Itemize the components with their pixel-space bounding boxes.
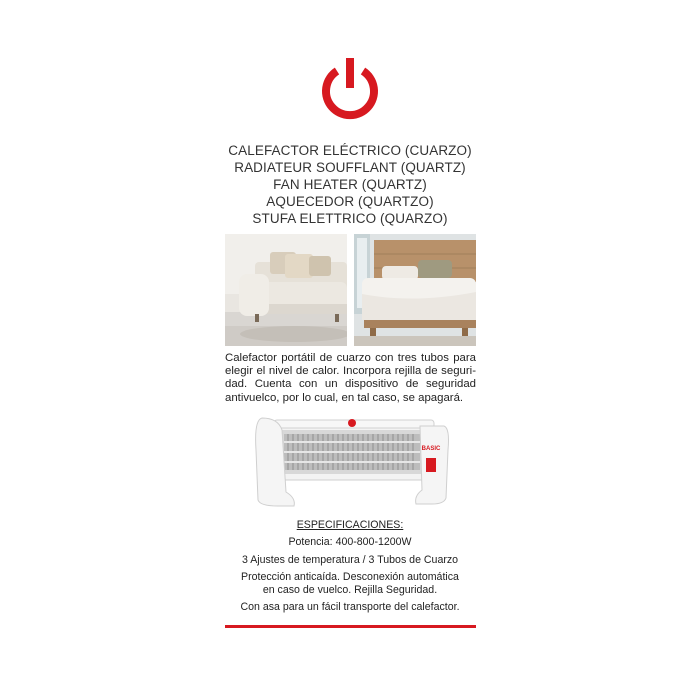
title-pt: AQUECEDOR (QUARTZO) [266, 194, 434, 209]
quartz-heater-image [248, 410, 453, 514]
heater-brand-label: BASIC [421, 446, 441, 452]
living-room-photo [225, 234, 347, 346]
description-line: elegir el nivel de calor. Incorpora rejilla de seguri- [225, 365, 476, 378]
spec-power: Potencia: 400-800-1200W [288, 536, 412, 548]
title-fr: RADIATEUR SOUFFLANT (QUARTZ) [234, 160, 466, 175]
title-es: CALEFACTOR ELÉCTRICO (CUARZO) [228, 143, 472, 158]
title-en: FAN HEATER (QUARTZ) [273, 177, 427, 192]
spec-protection-line1: Protección anticaída. Desconexión automática [241, 571, 459, 583]
description-line: antivuelco, por lo cual, en tal caso, se apagará. [225, 391, 464, 404]
specs-heading: ESPECIFICACIONES: [296, 519, 404, 531]
power-icon [317, 57, 383, 123]
product-titles [200, 142, 500, 227]
description-line: dad. Cuenta con un dispositivo de seguridad [225, 378, 476, 391]
title-it: STUFA ELETTRICO (QUARZO) [252, 211, 448, 226]
specifications [220, 518, 480, 619]
product-description [225, 352, 476, 405]
red-divider [225, 625, 476, 628]
description-line: Calefactor portátil de cuarzo con tres tubos para [225, 352, 476, 364]
spec-protection-line2: en caso de vuelco. Rejilla Seguridad. [262, 583, 438, 596]
bedroom-photo [354, 234, 476, 346]
spec-settings: 3 Ajustes de temperatura / 3 Tubos de Cuarzo [241, 553, 459, 566]
spec-handle: Con asa para un fácil transporte del calefactor. [240, 601, 460, 613]
